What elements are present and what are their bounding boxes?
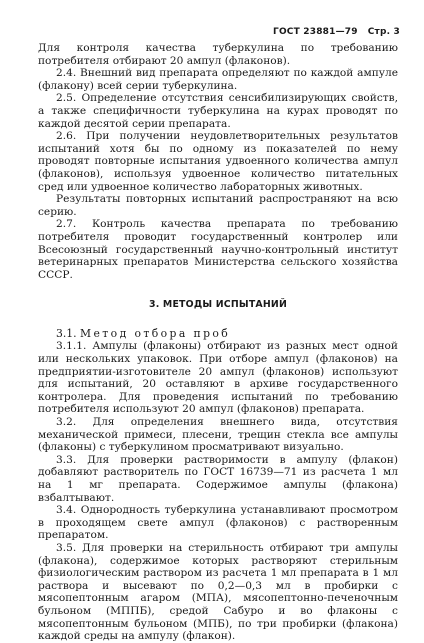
paragraph: 3.4. Однородность туберкулина устанавливают просмотром в проходящем свете ампул (флаконов) с растворенным препаратом. <box>38 504 398 542</box>
page-number: Стр. 3 <box>367 27 400 37</box>
paragraph: 2.5. Определение отсутствия сенсибилизирующих свойств, а также специфичности туберкулина на курах проводят по каждой десятой серии препарата. <box>38 92 398 130</box>
document-body <box>38 42 398 643</box>
running-header <box>273 27 400 37</box>
subsection-title <box>38 328 398 341</box>
subsection-name: Метод отбора проб <box>80 326 231 340</box>
subsection-number: 3.1. <box>56 326 77 340</box>
paragraph: 2.6. При получении неудовлетворительных результатов испытаний хотя бы по одному из показателей по нему проводят повторные испытания удвоенного количества ампул (флаконов), используя удвоенное количество питательных сред или удвоенное количество лабораторных животных. <box>38 130 398 193</box>
paragraphs-bottom <box>38 340 398 642</box>
paragraph: Результаты повторных испытаний распространяют на всю серию. <box>38 193 398 218</box>
paragraph: 3.3. Для проверки растворимости в ампулу (флакон) добавляют растворитель по ГОСТ 16739—71 из расчета 1 мл на 1 мг препарата. Содержимое ампулы (флакона) взбалтывают. <box>38 453 398 504</box>
paragraph: 3.2. Для определения внешнего вида, отсутствия механической примеси, плесени, трещин стекла все ампулы (флаконы) с туберкулином просматривают визуально. <box>38 416 398 454</box>
paragraph: 3.5. Для проверки на стерильность отбирают три ампулы (флакона), содержимое которых растворяют стерильным физиологическим раствором из расчета 1 мл препарата в 1 мл раствора и высевают по 0,2—0,3 мл в пробирки с мясопептонным агаром (МПА), мясопептонно-печеночным бульоном (МППБ), средой Сабуро и во флаконы с мясопептонным бульоном (МПБ), по три пробирки (флакона) каждой среды на ампулу (флакон). <box>38 541 398 643</box>
paragraph: 2.4. Внешний вид препарата определяют по каждой ампуле (флакону) всей серии туберкулина. <box>38 67 398 92</box>
paragraph: 3.1.1. Ампулы (флаконы) отбирают из разных мест одной или нескольких упаковок. При отборе ампул (флаконов) на предприятии-изготовителе 20 ампул (флаконов) используют для испытаний, 20 оставляют в архиве государственного контролера. Для проведения испытаний по требованию потребителя используют 20 ампул (флаконов) препарата. <box>38 340 398 416</box>
standard-number: ГОСТ 23881—79 <box>273 27 358 37</box>
paragraph: 2.7. Контроль качества препарата по требованию потребителя проводит государственный контролер или Всесоюзный государственный научно-контрольный институт ветеринарных препаратов Министерства сельского хозяйства СССР. <box>38 218 398 281</box>
paragraphs-top <box>38 42 398 281</box>
section-title: 3. МЕТОДЫ ИСПЫТАНИЙ <box>148 299 288 311</box>
paragraph: Для контроля качества туберкулина по требованию потребителя отбирают 20 ампул (флаконов). <box>38 42 398 67</box>
